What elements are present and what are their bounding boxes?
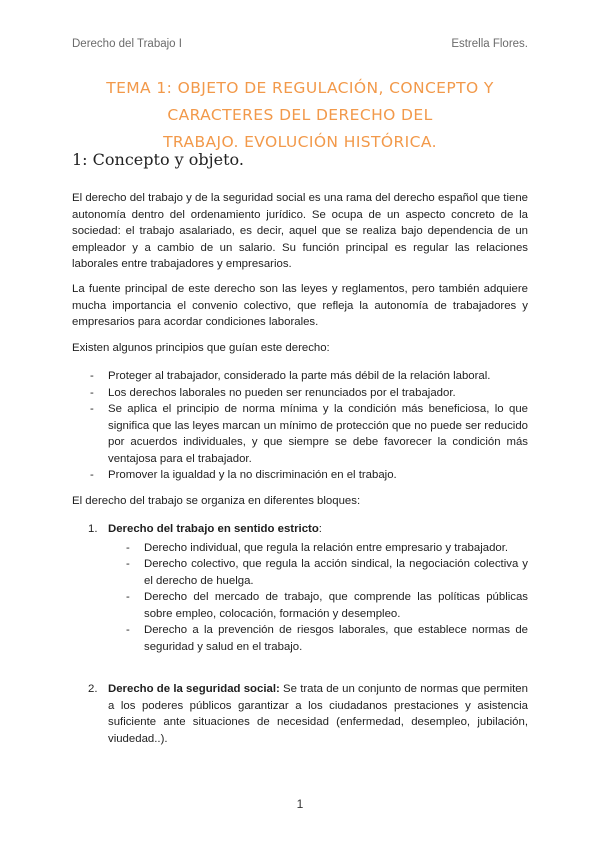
block-1-number: 1. xyxy=(88,523,98,535)
paragraph-sources: La fuente principal de este derecho son las leyes y reglamentos, pero también adquiere mucha importancia el convenio colectivo, que refleja la autonomía de trabajadores y empresarios para acordar condiciones laborales. xyxy=(72,283,528,328)
principle-item: - Se aplica el principio de norma mínima y la condición más beneficiosa, lo que significa que las leyes marcan un mínimo de protección que no puede ser reducido por acuerdos individuales, y que siempre se debe favorecer la condición más ventajosa para el trabajador. xyxy=(88,401,528,467)
page-number: 1 xyxy=(296,797,304,811)
paragraph-principles-intro: Existen algunos principios que guían este derecho: xyxy=(72,342,330,354)
block-1-list xyxy=(108,540,528,656)
block-1-item: - Derecho a la prevención de riesgos laborales, que establece normas de seguridad y salud en el trabajo. xyxy=(124,622,528,655)
principle-item: - Promover la igualdad y la no discriminación en el trabajo. xyxy=(88,467,528,484)
document-title xyxy=(60,75,540,156)
block-1-item: - Derecho del mercado de trabajo, que comprende las políticas públicas sobre empleo, colocación, formación y desempleo. xyxy=(124,589,528,622)
title-line-2: TRABAJO. EVOLUCIÓN HISTÓRICA. xyxy=(163,133,437,151)
principle-item: - Proteger al trabajador, considerado la parte más débil de la relación laboral. xyxy=(88,368,528,385)
paragraph-blocks-intro: El derecho del trabajo se organiza en diferentes bloques: xyxy=(72,495,361,507)
page-header xyxy=(72,38,528,50)
block-2-number: 2. xyxy=(88,683,98,695)
paragraph-intro: El derecho del trabajo y de la seguridad social es una rama del derecho español que tiene autonomía dentro del ordenamiento jurídico. Se ocupa de un aspecto concreto de la sociedad: el trabajo asalariado, es decir, aquel que se realiza bajo dependencia de un empleador y a cambio de un salario. Su función principal es regular las relaciones laborales entre trabajadores y empresarios. xyxy=(72,192,528,270)
title-line-1: TEMA 1: OBJETO DE REGULACIÓN, CONCEPTO Y CARACTERES DEL DERECHO DEL xyxy=(106,79,494,124)
block-2-title: Derecho de la seguridad social: xyxy=(108,683,280,695)
block-1-title: Derecho del trabajo en sentido estricto xyxy=(108,523,319,535)
header-course-name: Derecho del Trabajo I xyxy=(72,38,182,50)
block-1-item: - Derecho individual, que regula la relación entre empresario y trabajador. xyxy=(124,540,528,557)
principles-list xyxy=(88,368,528,484)
block-1-colon: : xyxy=(318,523,322,535)
block-1 xyxy=(88,521,528,655)
section-heading: 1: Concepto y objeto. xyxy=(72,150,244,169)
block-2-text: Se trata de un conjunto de normas que permiten a los poderes públicos garantizar a los ciudadanos prestaciones y asistencia suficiente ante situaciones de necesidad (enfermedad, desempleo, jubilación, viudedad..). xyxy=(108,683,528,745)
header-author-name: Estrella Flores. xyxy=(451,38,528,50)
block-2 xyxy=(88,681,528,747)
principle-item: - Los derechos laborales no pueden ser renunciados por el trabajador. xyxy=(88,385,528,402)
block-1-item: - Derecho colectivo, que regula la acción sindical, la negociación colectiva y el derecho de huelga. xyxy=(124,556,528,589)
